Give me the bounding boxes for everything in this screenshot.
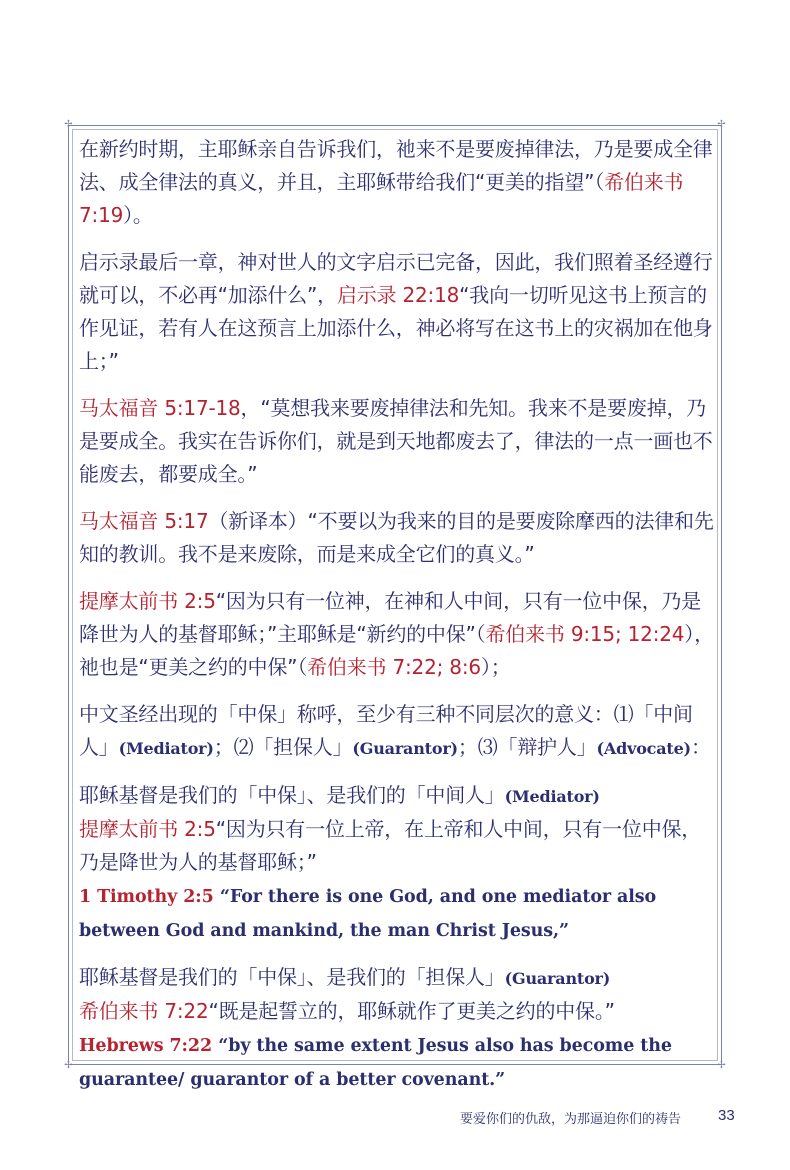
english-quote: “For there is one God, and one mediator also between God and mankind, the man Christ Jesus,” [79, 887, 657, 941]
corner-ornament-icon: ✢ [64, 119, 73, 130]
paragraph-6: 中文圣经出现的「中保」称呼，至少有三种不同层次的意义：⑴「中间人」(Mediator)；⑵「担保人」(Guarantor)；⑶「辩护人」(Advocate)： [79, 702, 711, 759]
running-footer-title: 要爱你们的仇敌，为那逼迫你们的祷告 [460, 1112, 682, 1127]
scripture-reference: 希伯来书 7:19 [79, 170, 684, 227]
corner-ornament-icon: ✢ [64, 1060, 73, 1071]
scripture-reference: 希伯来书 7:22; 8:6 [307, 655, 481, 679]
paragraph-2: 启示录最后一章，神对世人的文字启示已完备，因此，我们照着圣经遵行就可以，不必再“加添什么”，启示录 22:18“我向一切听见这书上预言的作见证，若有人在这预言上加添什么，神必将写在这书上的灾祸加在他身上；” [79, 250, 713, 373]
paragraph-5: 提摩太前书 2:5“因为只有一位神，在神和人中间，只有一位中保，乃是降世为人的基督耶稣；”主耶稣是“新约的中保”（希伯来书 9:15; 12:24），祂也是“更美之约的中保”（希伯来书 7:22; 8:6）； [79, 589, 714, 679]
paragraph-1: 在新约时期，主耶稣亲自告诉我们，祂来不是要废掉律法，乃是要成全律法、成全律法的真义，并且，主耶稣带给我们“更美的指望”（希伯来书 7:19）。 [79, 137, 713, 227]
corner-ornament-icon: ✢ [717, 119, 726, 130]
scripture-reference: 希伯来书 9:15; 12:24 [485, 622, 685, 646]
page-number: 33 [718, 1107, 735, 1124]
scripture-reference: 马太福音 5:17 [79, 509, 209, 533]
scripture-reference: 马太福音 5:17-18 [79, 396, 241, 420]
english-reference: Hebrews 7:22 [79, 1036, 213, 1056]
english-quote: “by the same extent Jesus also has become the guarantee/ guarantor of a better covenant.” [79, 1036, 672, 1090]
paragraph-7: 耶稣基督是我们的「中保」、是我们的「中间人」(Mediator) 提摩太前书 2:5“因为只有一位上帝，在上帝和人中间，只有一位中保，乃是降世为人的基督耶稣；” 1 Timothy 2:5 “For there is one God, and one mediator also between God and mankind, the man Christ Jesus,” [79, 783, 702, 941]
scripture-reference: 提摩太前书 2:5 [79, 589, 216, 613]
paragraph-3: 马太福音 5:17-18，“莫想我来要废掉律法和先知。我来不是要废掉，乃是要成全。我实在告诉你们，就是到天地都废去了，律法的一点一画也不能废去，都要成全。” [79, 396, 713, 486]
body-text [79, 133, 715, 1110]
paragraph-8: 耶稣基督是我们的「中保」、是我们的「担保人」(Guarantor) 希伯来书 7:22“既是起誓立的，耶稣就作了更美之约的中保。” Hebrews 7:22 “by the same extent Jesus also has become the guarantee/ guarantor of a better covenant.” [79, 965, 672, 1090]
scripture-reference: 启示录 22:18 [336, 283, 460, 307]
scripture-reference: 提摩太前书 2:5 [79, 817, 216, 841]
scripture-reference: 希伯来书 7:22 [79, 999, 209, 1023]
corner-ornament-icon: ✢ [717, 1060, 726, 1071]
paragraph-4: 马太福音 5:17（新译本）“不要以为我来的目的是要废除摩西的法律和先知的教训。我不是来废除，而是来成全它们的真义。” [79, 509, 714, 566]
english-reference: 1 Timothy 2:5 [79, 887, 214, 907]
